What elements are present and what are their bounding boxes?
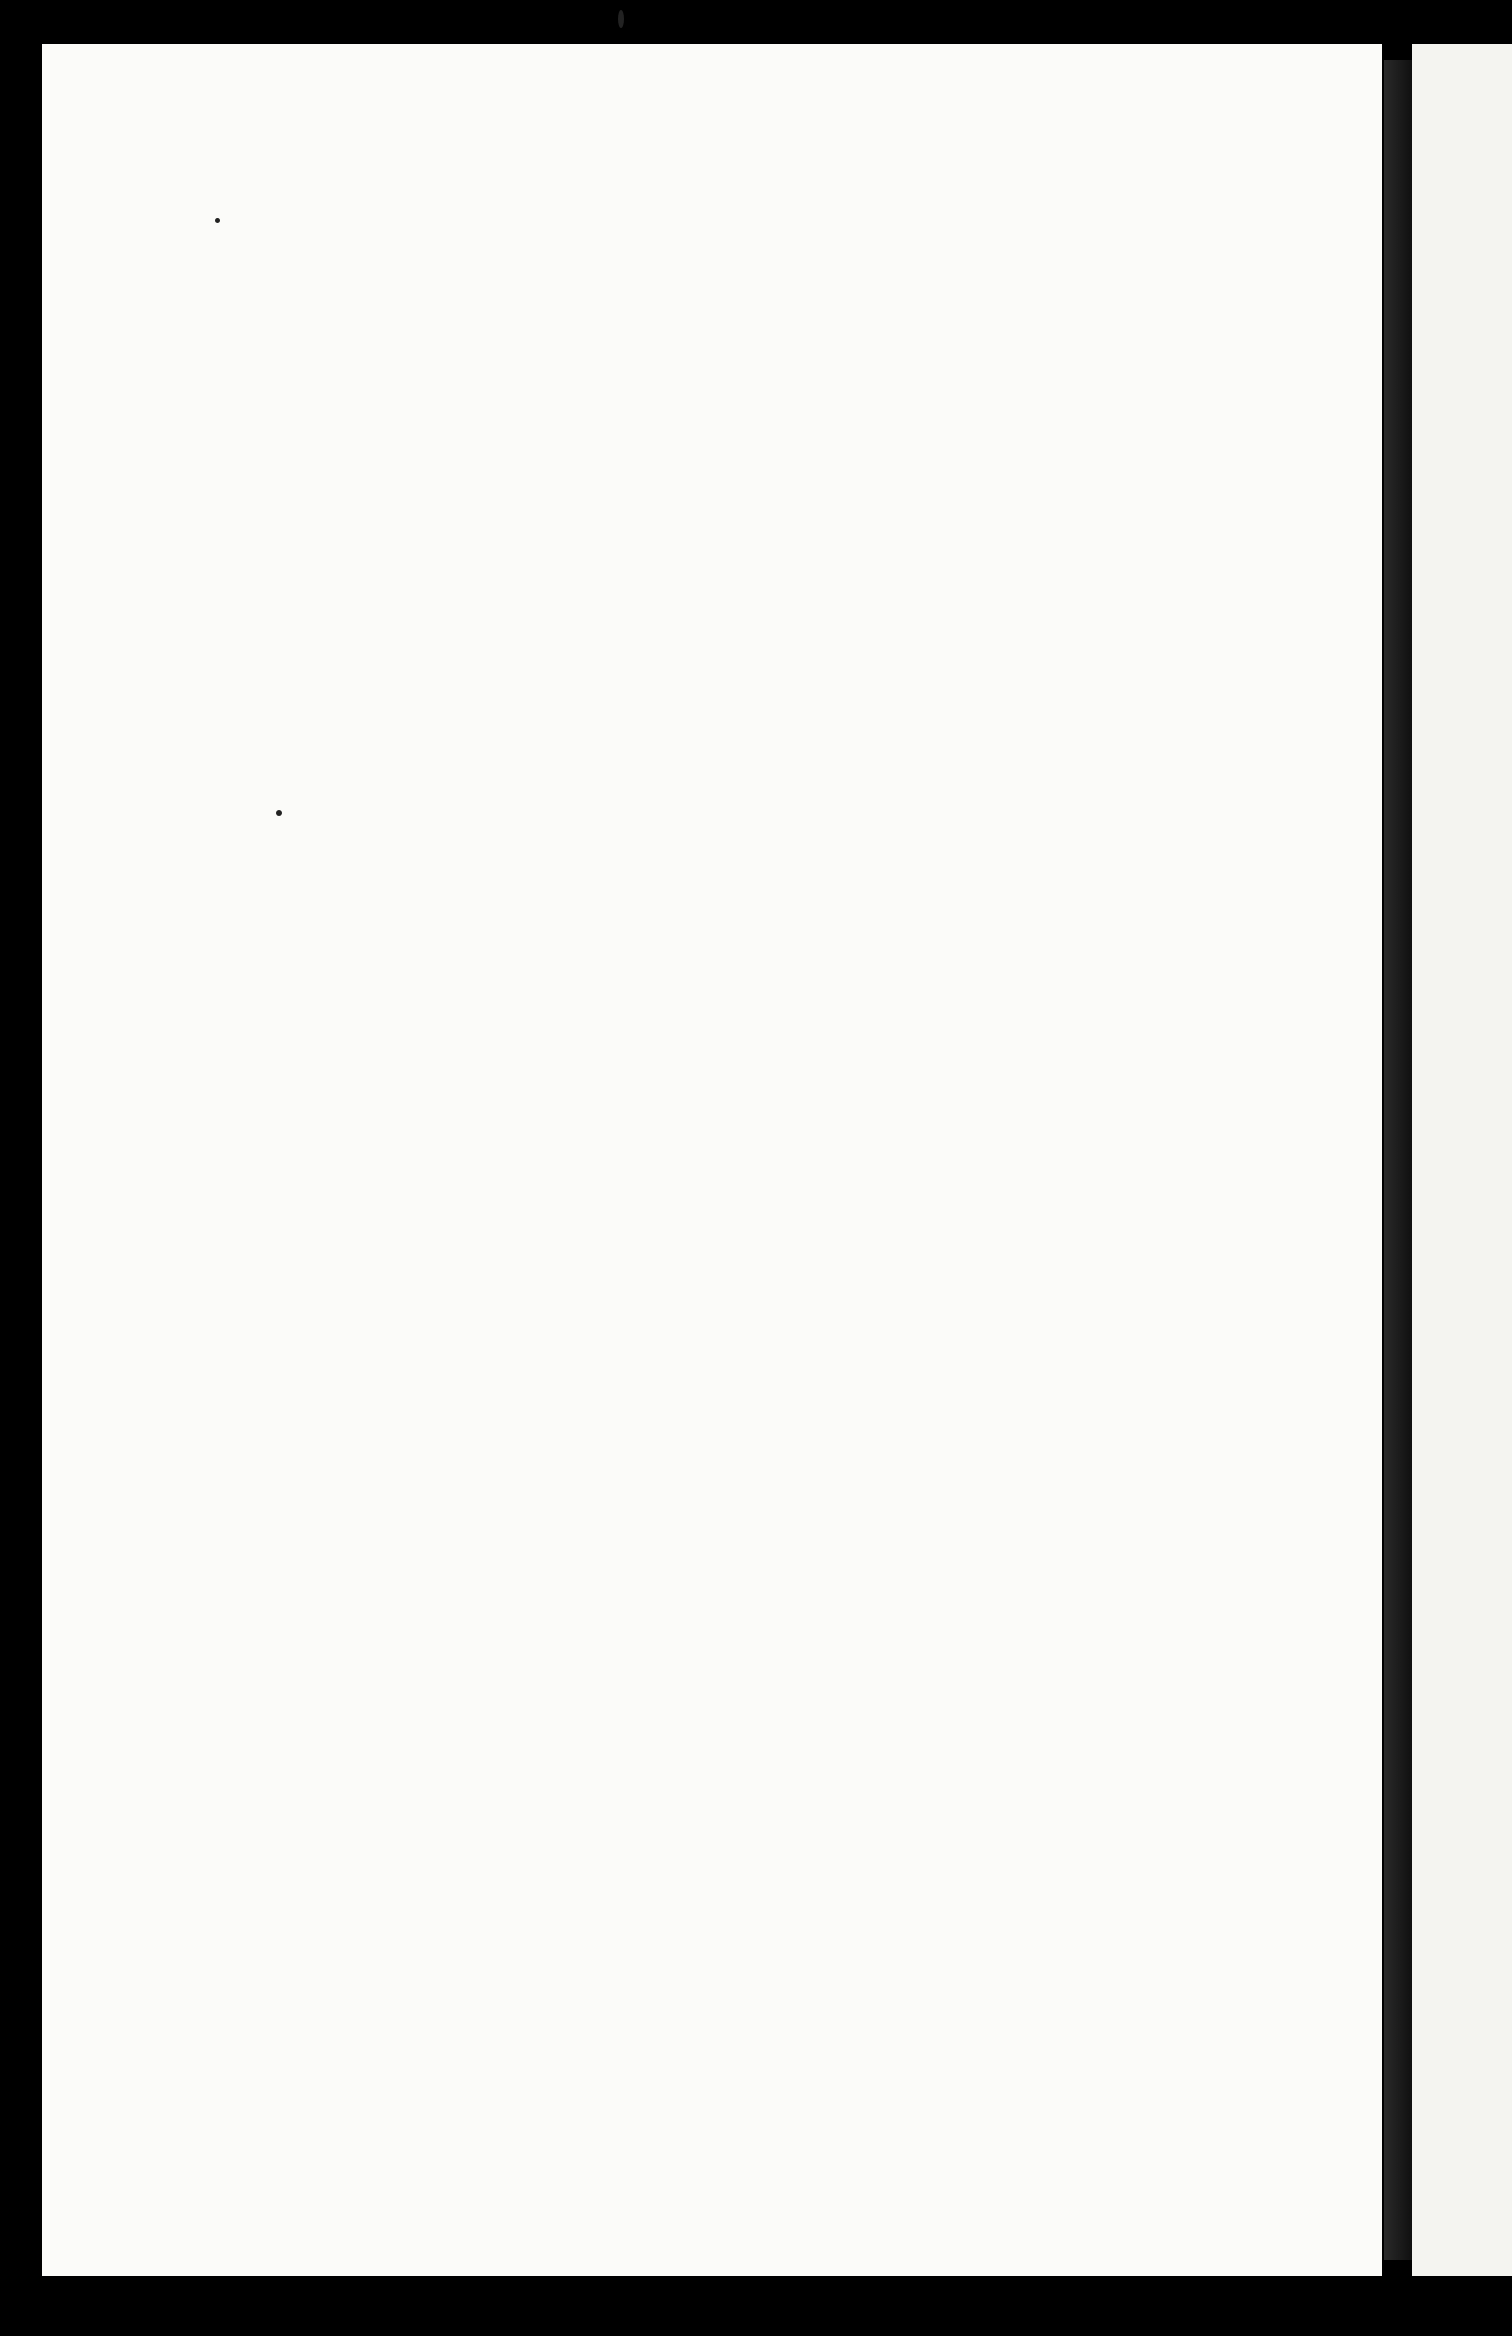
scan-speck	[276, 810, 282, 816]
next-page-edge	[1412, 44, 1512, 2276]
scan-speck	[215, 218, 220, 223]
book-page	[42, 44, 1382, 2276]
scan-speck	[618, 10, 624, 28]
book-spine	[1384, 60, 1412, 2260]
